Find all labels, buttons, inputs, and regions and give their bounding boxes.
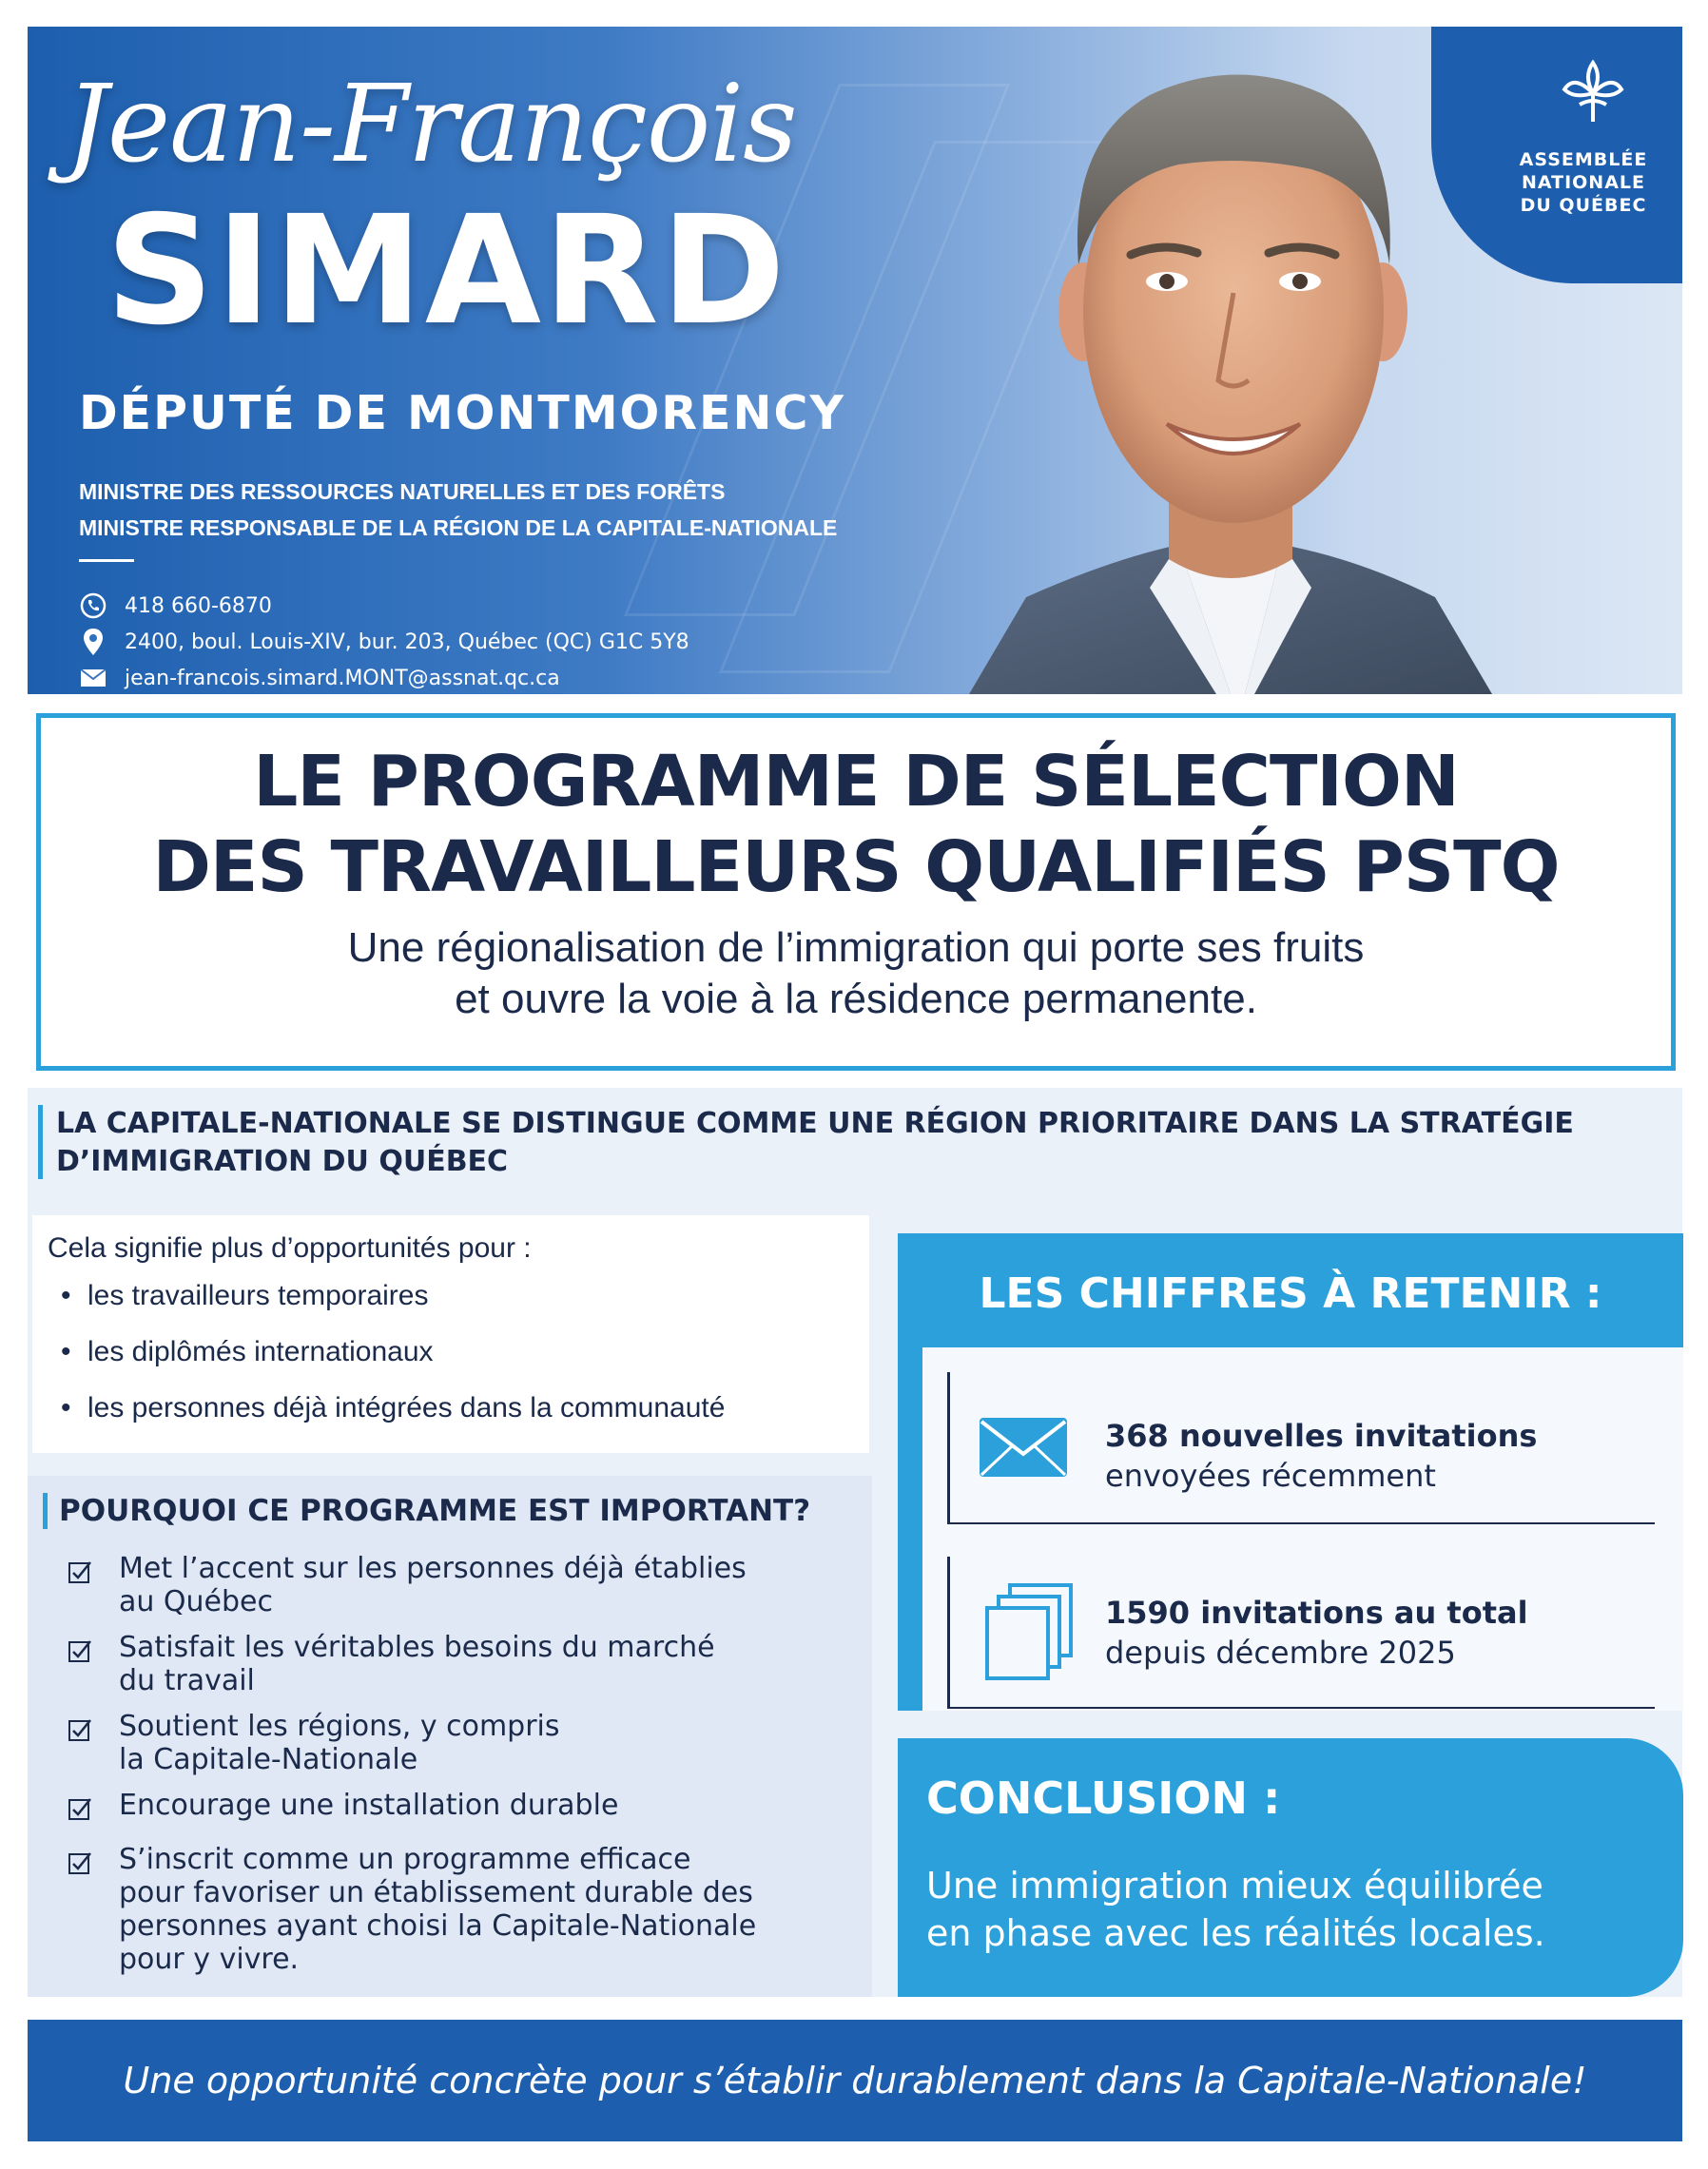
stat-recent-invitations bbox=[922, 1372, 1683, 1534]
first-name: Jean-François bbox=[66, 63, 797, 186]
ministry-title-2: MINISTRE RESPONSABLE DE LA RÉGION DE LA CAPITALE-NATIONALE bbox=[79, 515, 838, 540]
address-text: 2400, boul. Louis-XIV, bur. 203, Québec (QC) G1C 5Y8 bbox=[125, 629, 689, 654]
contact-phone bbox=[79, 590, 272, 622]
stat-caption: depuis décembre 2025 bbox=[1105, 1635, 1456, 1671]
checklist-text-line: du travail bbox=[119, 1664, 255, 1697]
opportunities-list bbox=[48, 1280, 854, 1448]
program-subtitle-line-1: Une régionalisation de l’immigration qui porte ses fruits bbox=[347, 924, 1365, 971]
checklist-text-line: la Capitale-Nationale bbox=[119, 1743, 418, 1776]
priority-region-heading bbox=[38, 1105, 1636, 1181]
conclusion-box bbox=[898, 1738, 1683, 1997]
opportunities-box bbox=[32, 1215, 869, 1453]
contact-email bbox=[79, 662, 560, 694]
phone-number[interactable]: 418 660-6870 bbox=[125, 593, 272, 618]
checklist-item bbox=[68, 1843, 866, 1976]
checkbox-checked-icon bbox=[68, 1796, 92, 1821]
checklist-item bbox=[68, 1552, 866, 1618]
list-item: • les travailleurs temporaires bbox=[48, 1280, 854, 1336]
checkbox-checked-icon bbox=[68, 1850, 92, 1875]
conclusion-text-line: Une immigration mieux équilibrée bbox=[926, 1865, 1543, 1907]
why-important-box bbox=[28, 1476, 872, 1997]
program-subtitle-line-2: et ouvre la voie à la résidence permanente. bbox=[455, 976, 1257, 1023]
logo-text-line: ASSEMBLÉE bbox=[1519, 149, 1648, 170]
fleur-de-lis-icon bbox=[1555, 55, 1631, 131]
email-icon bbox=[79, 664, 107, 692]
checklist-text-line: au Québec bbox=[119, 1585, 274, 1618]
checklist-text-line: S’inscrit comme un programme efficace bbox=[119, 1843, 691, 1876]
checklist-item bbox=[68, 1789, 866, 1822]
program-title-line-2: DES TRAVAILLEURS QUALIFIÉS PSTQ bbox=[152, 826, 1560, 908]
last-name: SIMARD bbox=[106, 184, 787, 358]
stat-divider bbox=[947, 1557, 950, 1707]
accent-bar bbox=[43, 1493, 48, 1529]
conclusion-text-line: en phase avec les réalités locales. bbox=[926, 1912, 1545, 1954]
checklist-text-line: Encourage une installation durable bbox=[119, 1789, 619, 1822]
checklist-text-line: Soutient les régions, y compris bbox=[119, 1710, 560, 1743]
contact-address bbox=[79, 626, 689, 658]
stat-caption: envoyées récemment bbox=[1105, 1458, 1436, 1494]
riding-title: DÉPUTÉ DE MONTMORENCY bbox=[79, 386, 845, 440]
email-address[interactable]: jean-francois.simard.MONT@assnat.qc.ca bbox=[125, 666, 560, 690]
logo-text-line: NATIONALE bbox=[1521, 172, 1645, 193]
checklist-text-line: Met l’accent sur les personnes déjà établies bbox=[119, 1552, 747, 1585]
program-title-line-1: LE PROGRAMME DE SÉLECTION bbox=[253, 741, 1459, 823]
stat-value: 368 nouvelles invitations bbox=[1105, 1418, 1538, 1454]
stat-divider bbox=[947, 1707, 1655, 1709]
key-figures-box bbox=[898, 1233, 1683, 1711]
checklist-item bbox=[68, 1710, 866, 1776]
ministry-title-1: MINISTRE DES RESSOURCES NATURELLES ET DES FORÊTS bbox=[79, 479, 726, 504]
checkbox-checked-icon bbox=[68, 1638, 92, 1663]
header-banner bbox=[28, 27, 1682, 694]
location-pin-icon bbox=[79, 628, 107, 656]
key-figures-panel bbox=[922, 1347, 1683, 1711]
stat-divider bbox=[947, 1522, 1655, 1524]
stat-value: 1590 invitations au total bbox=[1105, 1595, 1528, 1631]
checklist-text-line: personnes ayant choisi la Capitale-Nationale bbox=[119, 1909, 757, 1943]
why-heading-text: POURQUOI CE PROGRAMME EST IMPORTANT? bbox=[59, 1494, 811, 1528]
why-heading bbox=[43, 1493, 810, 1529]
stat-divider bbox=[947, 1372, 950, 1522]
footer-tagline: Une opportunité concrète pour s’établir durablement dans la Capitale-Nationale! bbox=[123, 2060, 1587, 2101]
stacked-pages-icon bbox=[978, 1581, 1077, 1684]
list-item: • les diplômés internationaux bbox=[48, 1336, 854, 1392]
footer-banner bbox=[28, 2020, 1682, 2141]
list-item: • les personnes déjà intégrées dans la communauté bbox=[48, 1392, 854, 1448]
key-figures-heading: LES CHIFFRES À RETENIR : bbox=[979, 1269, 1602, 1318]
conclusion-heading: CONCLUSION : bbox=[926, 1772, 1281, 1824]
divider bbox=[79, 559, 134, 562]
stat-total-invitations bbox=[922, 1557, 1683, 1709]
checklist-text-line: Satisfait les véritables besoins du marché bbox=[119, 1631, 715, 1664]
priority-heading-line: LA CAPITALE-NATIONALE SE DISTINGUE COMME UNE RÉGION PRIORITAIRE DANS LA STRATÉGIE bbox=[56, 1107, 1574, 1140]
priority-heading-line: D’IMMIGRATION DU QUÉBEC bbox=[56, 1145, 509, 1178]
phone-icon bbox=[79, 591, 107, 620]
checklist-text-line: pour y vivre. bbox=[119, 1943, 300, 1976]
accent-bar bbox=[38, 1105, 43, 1179]
program-title-box bbox=[36, 713, 1676, 1071]
checkbox-checked-icon bbox=[68, 1717, 92, 1742]
logo-text-line: DU QUÉBEC bbox=[1520, 195, 1647, 216]
checkbox-checked-icon bbox=[68, 1559, 92, 1584]
checklist-text-line: pour favoriser un établissement durable des bbox=[119, 1876, 753, 1909]
opportunities-intro: Cela signifie plus d’opportunités pour : bbox=[48, 1232, 532, 1264]
checklist-item bbox=[68, 1631, 866, 1697]
envelope-icon bbox=[978, 1416, 1069, 1479]
